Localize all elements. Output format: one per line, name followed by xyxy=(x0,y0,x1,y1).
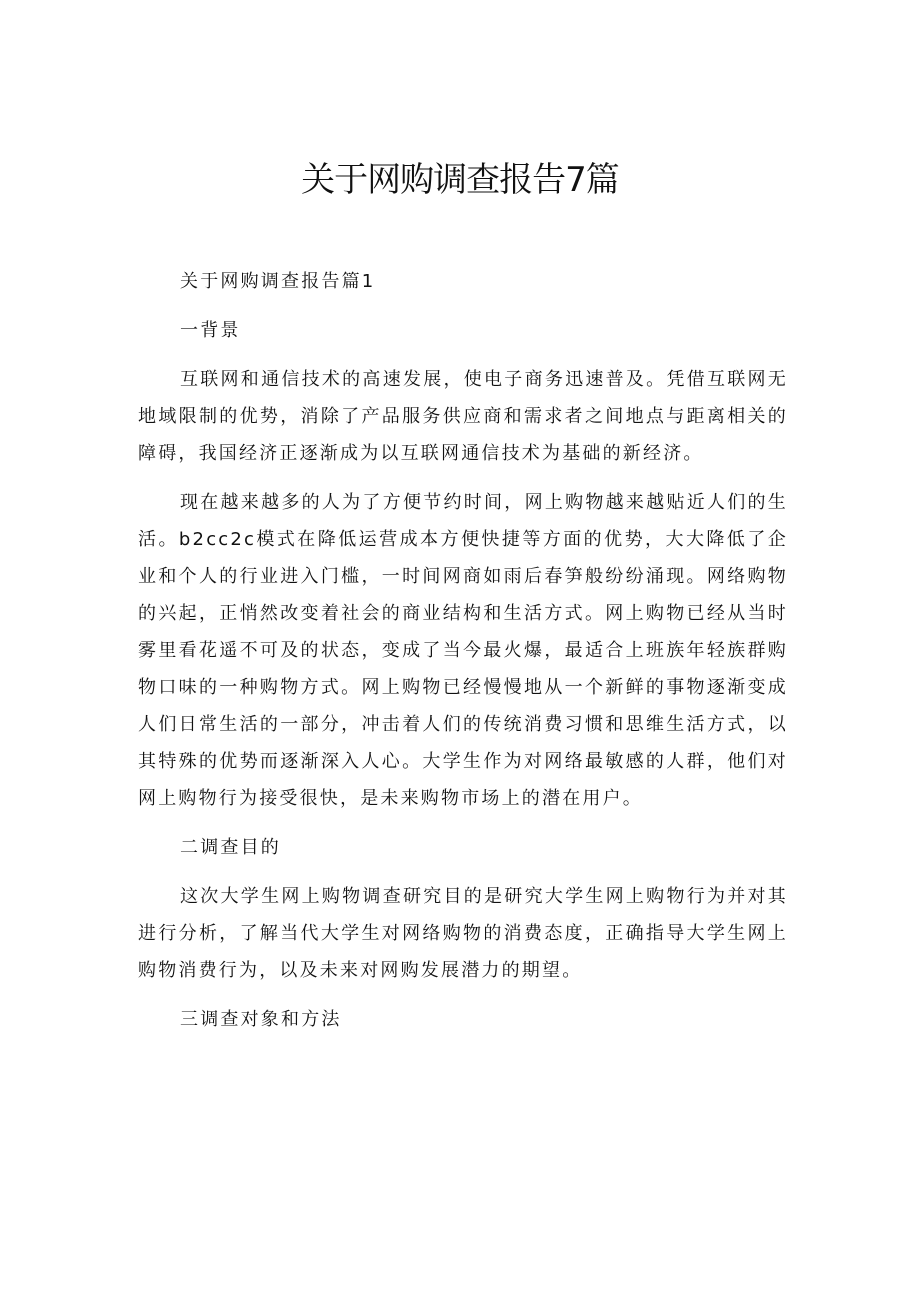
heading-purpose: 二调查目的 xyxy=(180,837,281,858)
document-body xyxy=(138,263,788,1050)
section-title: 关于网购调查报告篇1 xyxy=(180,271,376,292)
paragraph-background-2: 现在越来越多的人为了方便节约时间，网上购物越来越贴近人们的生活。b2cc2c模式在降低运营成本方便快捷等方面的优势，大大降低了企业和个人的行业进入门槛，一时间网商如雨后春笋般纷纷涌现。网络购物的兴起，正悄然改变着社会的商业结构和生活方式。网上购物已经从当时雾里看花遥不可及的状态，变成了当今最火爆，最适合上班族年轻族群购物口味的一种购物方式。网上购物已经慢慢地从一个新鲜的事物逐渐变成人们日常生活的一部分，冲击着人们的传统消费习惯和思维生活方式，以其特殊的优势而逐渐深入人心。大学生作为对网络最敏感的人群，他们对网上购物行为接受很快，是未来购物市场上的潜在用户。 xyxy=(138,492,788,809)
paragraph-background-1: 互联网和通信技术的高速发展，使电子商务迅速普及。凭借互联网无地域限制的优势，消除了产品服务供应商和需求者之间地点与距离相关的障碍，我国经济正逐渐成为以互联网通信技术为基础的新经济。 xyxy=(138,369,788,464)
heading-background: 一背景 xyxy=(180,320,241,341)
document-title: 关于网购调查报告7篇 xyxy=(301,160,619,200)
paragraph-purpose: 这次大学生网上购物调查研究目的是研究大学生网上购物行为并对其进行分析，了解当代大学生对网络购物的消费态度，正确指导大学生网上购物消费行为，以及未来对网购发展潜力的期望。 xyxy=(138,886,788,981)
heading-subjects-methods: 三调查对象和方法 xyxy=(180,1009,342,1030)
